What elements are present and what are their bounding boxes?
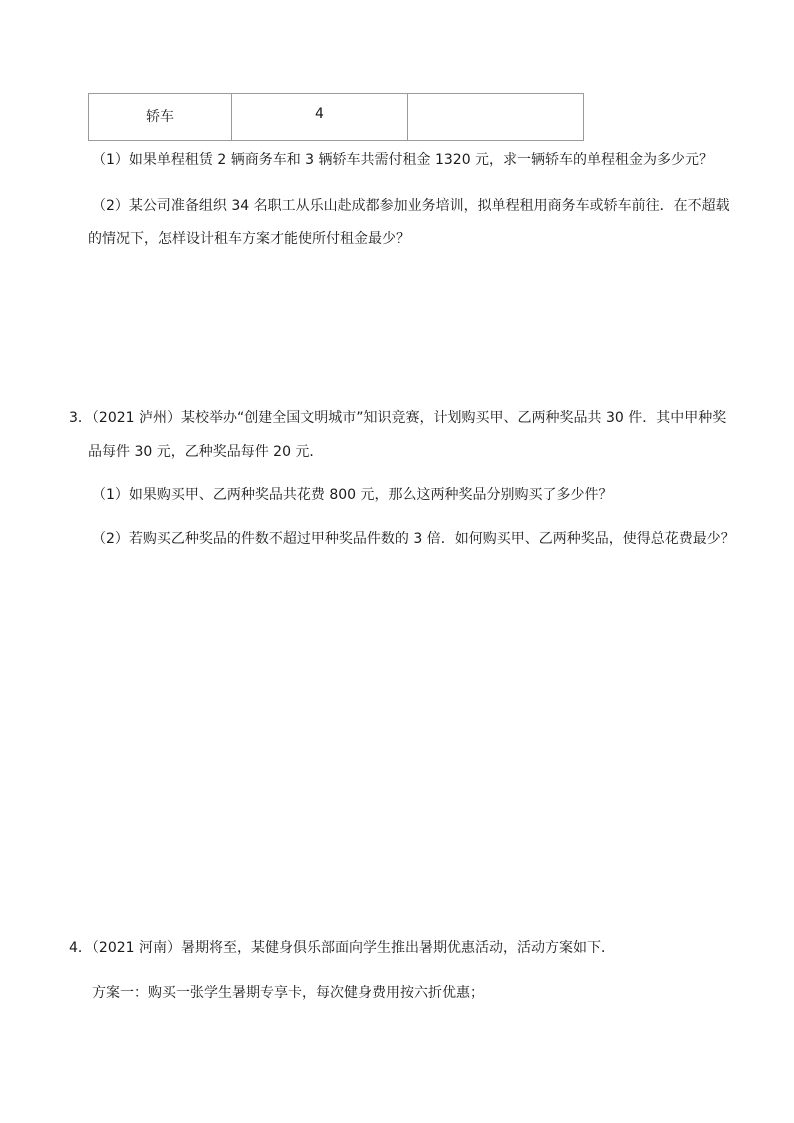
rental-table (88, 93, 584, 141)
table-cell-vehicle: 轿车 (89, 94, 232, 141)
table-row (89, 94, 584, 141)
q2-part2-line1: （2）某公司准备组织 34 名职工从乐山赴成都参加业务培训，拟单程租用商务车或轿车前往．在不超载 (92, 198, 730, 214)
q4-stem: 4．（2021 河南）暑期将至，某健身俱乐部面向学生推出暑期优惠活动，活动方案如下． (69, 940, 615, 956)
q3-part1: （1）如果购买甲、乙两种奖品共花费 800 元，那么这两种奖品分别购买了多少件？ (92, 487, 613, 503)
q2-part2-line2: 的情况下，怎样设计租车方案才能使所付租金最少？ (88, 231, 410, 247)
q4-plan1: 方案一：购买一张学生暑期专享卡，每次健身费用按六折优惠； (92, 985, 484, 1001)
q3-stem-line2: 品每件 30 元，乙种奖品每件 20 元． (88, 444, 324, 460)
q3-stem-line1: 3．（2021 泸州）某校举办“创建全国文明城市”知识竞赛，计划购买甲、乙两种奖品共 30 件．其中甲种奖 (69, 410, 727, 426)
q3-part2: （2）若购买乙种奖品的件数不超过甲种奖品件数的 3 倍．如何购买甲、乙两种奖品，使得总花费最少？ (92, 531, 735, 547)
table-cell-rent (408, 94, 584, 141)
q2-part1: （1）如果单程租赁 2 辆商务车和 3 辆轿车共需付租金 1320 元，求一辆轿车的单程租金为多少元？ (92, 152, 714, 168)
table-cell-capacity: 4 (232, 94, 408, 141)
